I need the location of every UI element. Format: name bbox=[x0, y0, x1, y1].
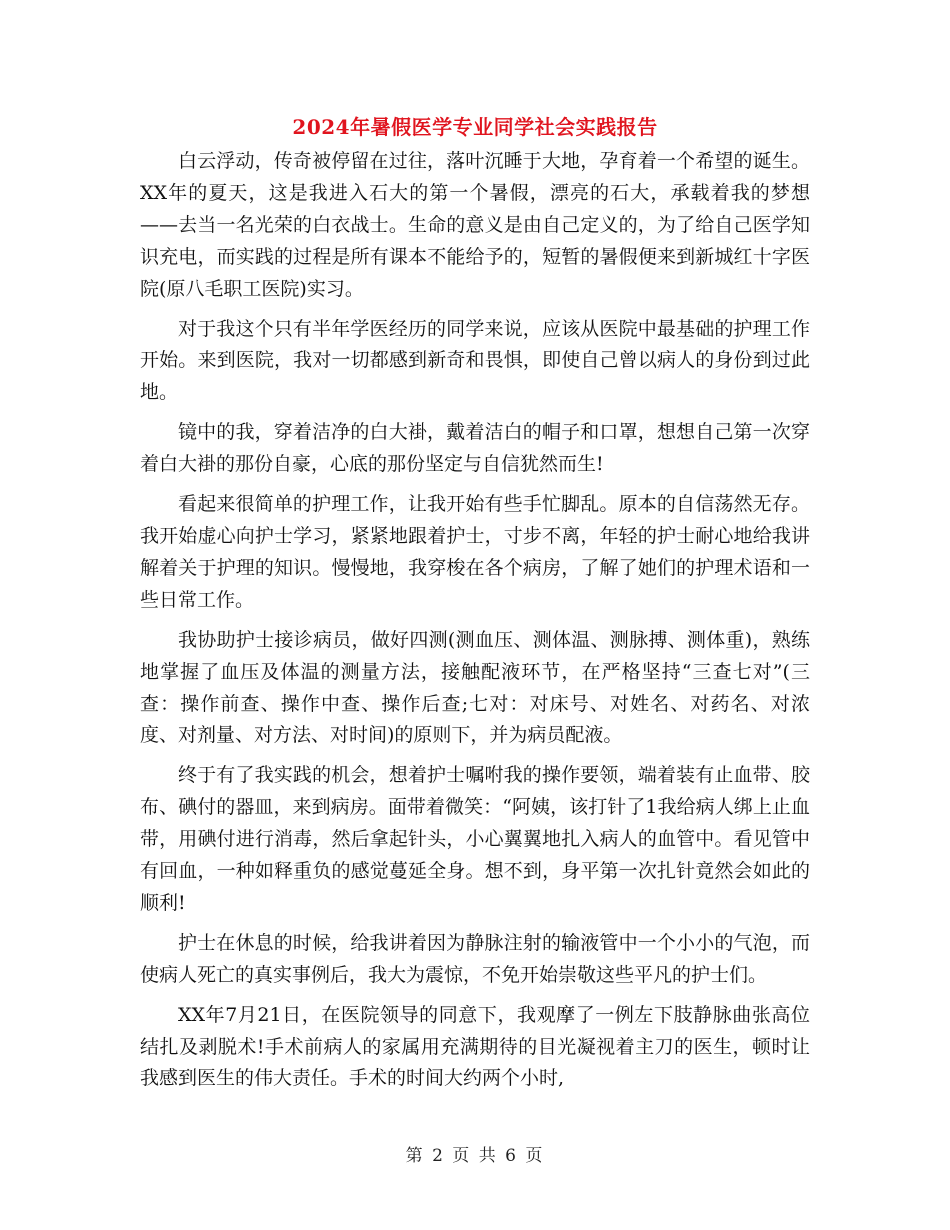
document-title: 2024年暑假医学专业同学社会实践报告 bbox=[292, 115, 658, 139]
paragraph-2: 对于我这个只有半年学医经历的同学来说，应该从医院中最基础的护理工作开始。来到医院，我对一切都感到新奇和畏惧，即使自己曾以病人的身份到过此地。 bbox=[140, 317, 810, 404]
paragraph-5: 我协助护士接诊病员，做好四测(测血压、测体温、测脉搏、测体重)，熟练地掌握了血压及体温的测量方法，接触配液环节，在严格坚持“三查七对”(三查：操作前查、操作中查、操作后查;七对：对床号、对姓名、对药名、对浓度、对剂量、对方法、对时间)的原则下，并为病员配液。 bbox=[140, 628, 810, 747]
paragraph-4: 看起来很简单的护理工作，让我开始有些手忙脚乱。原本的自信荡然无存。我开始虚心向护士学习，紧紧地跟着护士，寸步不离，年轻的护士耐心地给我讲解着关于护理的知识。慢慢地，我穿梭在各个病房，了解了她们的护理术语和一些日常工作。 bbox=[140, 493, 810, 611]
paragraph-7: 护士在休息的时候，给我讲着因为静脉注射的输液管中一个小小的气泡，而使病人死亡的真实事例后，我大为震惊，不免开始崇敬这些平凡的护士们。 bbox=[140, 931, 810, 986]
paragraph-6: 终于有了我实践的机会，想着护士嘱咐我的操作要领，端着装有止血带、胶布、碘付的器皿，来到病房。面带着微笑：“阿姨，该打针了1我给病人绑上止血带，用碘付进行消毒，然后拿起针头，小心翼翼地扎入病人的血管中。看见管中有回血，一种如释重负的感觉蔓延全身。想不到，身平第一次扎针竟然会如此的顺利! bbox=[140, 764, 810, 914]
paragraph-1: 白云浮动，传奇被停留在过往，落叶沉睡于大地，孕育着一个希望的诞生。XX年的夏天，这是我进入石大的第一个暑假，漂亮的石大，承载着我的梦想——去当一名光荣的白衣战士。生命的意义是由自己定义的，为了给自己医学知识充电，而实践的过程是所有课本不能给予的，短暂的暑假便来到新城红十字医院(原八毛职工医院)实习。 bbox=[140, 150, 810, 300]
page-number-footer: 第 2 页 共 6 页 bbox=[405, 1146, 545, 1166]
paragraph-8: XX年7月21日，在医院领导的同意下，我观摩了一例左下肢静脉曲张高位结扎及剥脱术!手术前病人的家属用充满期待的目光凝视着主刀的医生，顿时让我感到医生的伟大责任。手术的时间大约两个小时, bbox=[140, 1003, 810, 1090]
document-body bbox=[140, 146, 810, 1103]
paragraph-3: 镜中的我，穿着洁净的白大褂，戴着洁白的帽子和口罩，想想自己第一次穿着白大褂的那份自豪，心底的那份坚定与自信犹然而生! bbox=[140, 421, 810, 476]
